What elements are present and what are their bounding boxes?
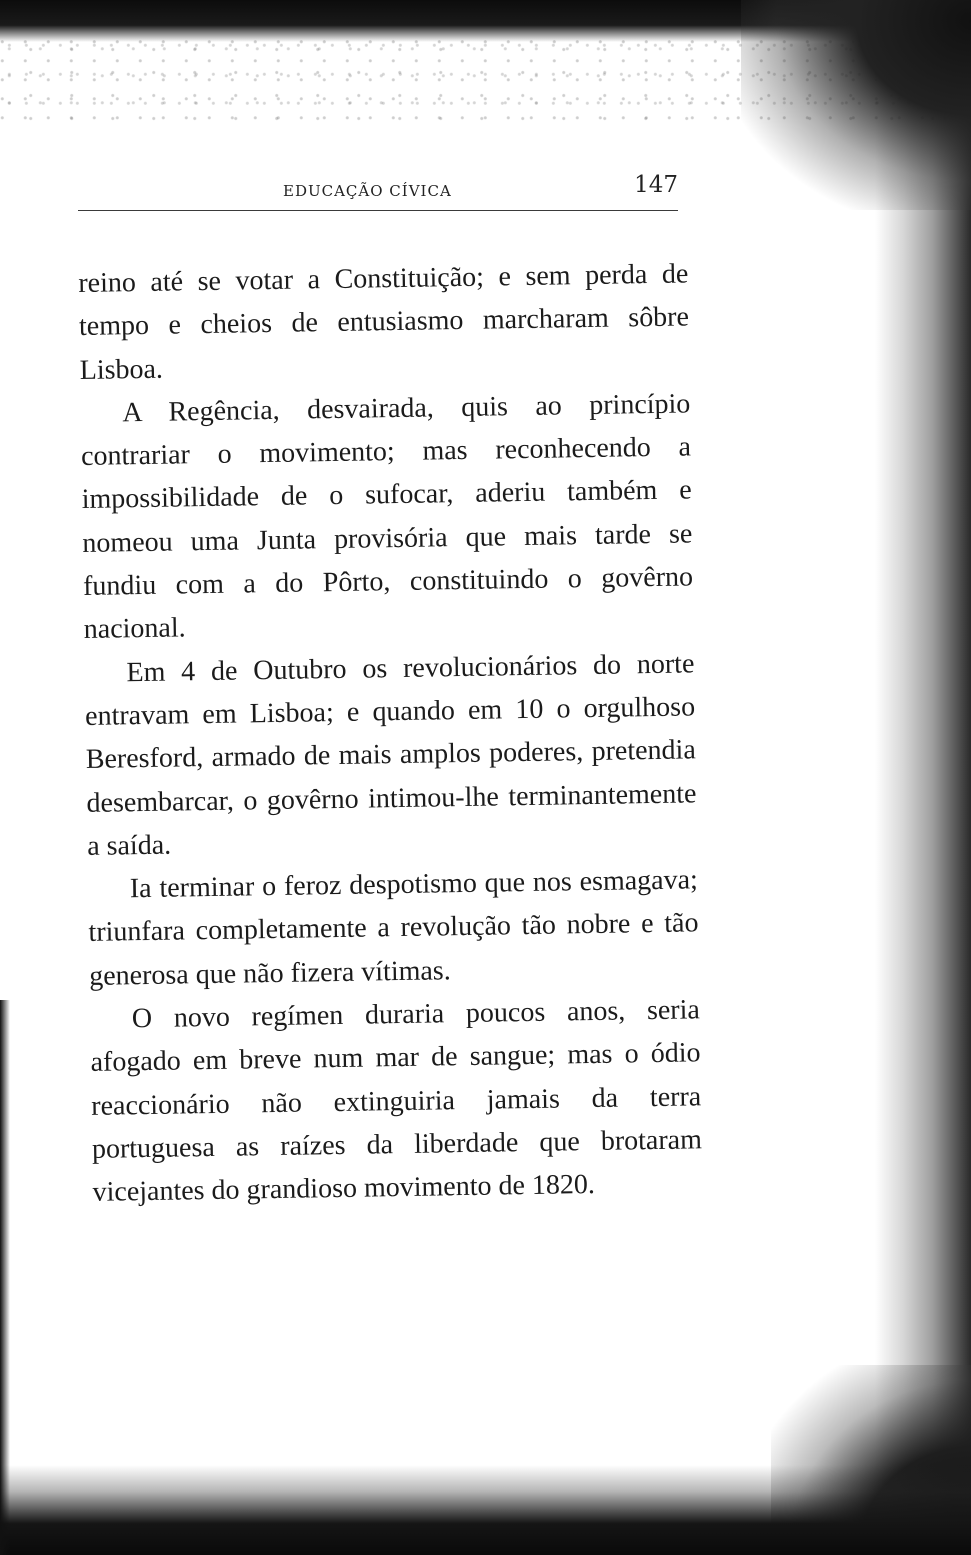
body-text: [78, 252, 703, 1214]
scan-edge-bottom: [0, 1465, 971, 1555]
book-page: [78, 160, 703, 1209]
scan-corner-top-right: [741, 0, 971, 210]
scan-edge-left: [0, 1000, 10, 1555]
scan-edge-right: [875, 0, 971, 1555]
header-rule: [78, 210, 678, 211]
paragraph: O novo regímen duraria poucos anos, seria afogado em breve num mar de sangue; mas o ódio reaccionário não extinguiria jamais da terra portuguesa as raízes da liberdade que brotaram vicejantes do grandioso movimento de 1820.: [90, 994, 703, 1209]
paragraph-continuation: reino até se votar a Constituição; e sem perda de tempo e cheios de entusiasmo marcharam sôbre Lisboa.: [78, 258, 690, 386]
paragraph: A Regência, desvairada, quis ao princípio contrariar o movimento; mas reconhecendo a impossibilidade de o sufocar, aderiu também e nomeou uma Junta provisória que mais tarde se fundiu com a do Pôrto, constituindo o govêrno nacional.: [80, 388, 694, 646]
paragraph: Em 4 de Outubro os revolucionários do norte entravam em Lisboa; e quando em 10 o orgulhoso Beresford, armado de mais amplos poderes, pretendia desembarcar, o govêrno intimou-lhe terminantemente a saída.: [84, 648, 697, 862]
running-head: [78, 160, 698, 210]
running-title: EDUCAÇÃO CÍVICA: [283, 182, 452, 200]
page-number: 147: [634, 172, 678, 198]
paragraph: Ia terminar o feroz despotismo que nos esmagava; triunfara completamente a revolução tão nobre e tão generosa que não fizera vítimas.: [88, 864, 699, 992]
